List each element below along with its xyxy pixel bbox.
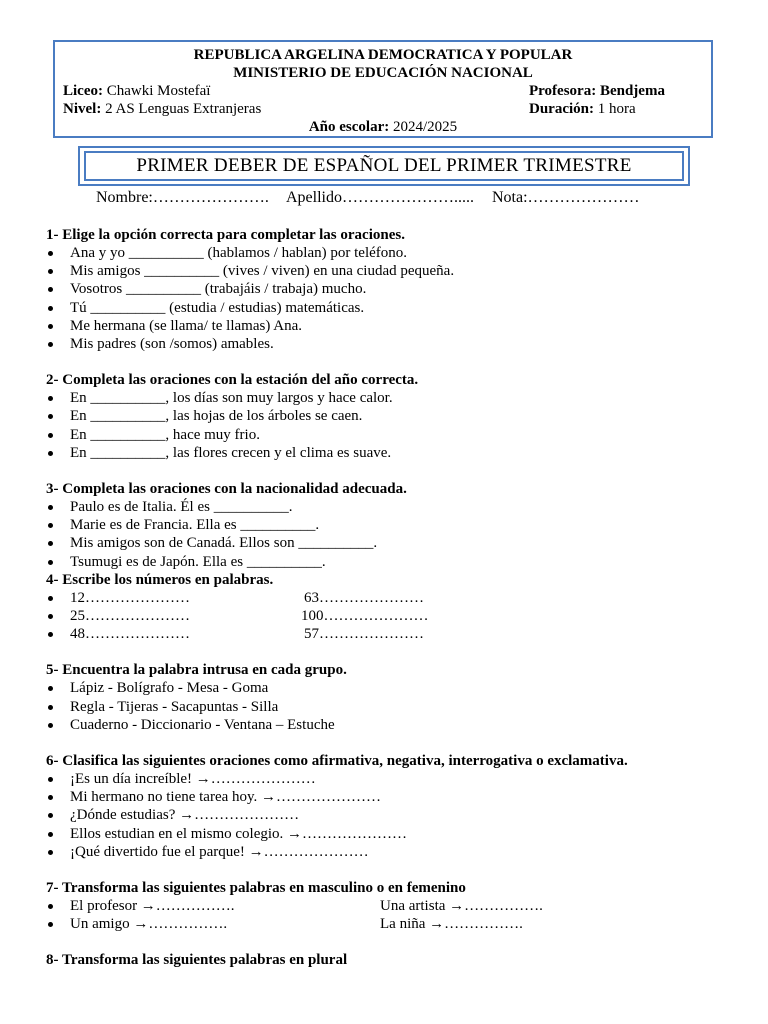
section-4 bbox=[46, 571, 746, 644]
header-duracion: Duración: 1 hora bbox=[529, 101, 636, 117]
list-item: El profesor →……………. Una artista →……………. bbox=[46, 897, 746, 915]
list-item: Paulo es de Italia. Él es __________. bbox=[46, 498, 746, 516]
list-item: 12………………… 63………………… bbox=[46, 589, 746, 607]
list-item: Ellos estudian en el mismo colegio. →………………… bbox=[46, 825, 746, 843]
title-frame bbox=[78, 146, 690, 186]
header-republic: REPUBLICA ARGELINA DEMOCRATICA Y POPULAR bbox=[193, 47, 573, 63]
list-item: ¡Qué divertido fue el parque! →………………… bbox=[46, 843, 746, 861]
list-item: Cuaderno - Diccionario - Ventana – Estuche bbox=[46, 716, 746, 734]
list-item: Lápiz - Bolígrafo - Mesa - Goma bbox=[46, 679, 746, 697]
list-item: Vosotros __________ (trabajáis / trabaja) mucho. bbox=[46, 280, 746, 298]
list-item: Mis amigos __________ (vives / viven) en una ciudad pequeña. bbox=[46, 262, 746, 280]
list-item: ¿Dónde estudias? →………………… bbox=[46, 806, 746, 824]
header-nivel: Nivel: 2 AS Lenguas Extranjeras bbox=[63, 101, 262, 117]
list-item: Tú __________ (estudia / estudias) matemáticas. bbox=[46, 299, 746, 317]
section-title: 4- Escribe los números en palabras. bbox=[46, 571, 274, 588]
section-3 bbox=[46, 480, 746, 571]
student-info bbox=[96, 189, 654, 207]
apellido-field[interactable]: Apellido…………………..... bbox=[286, 189, 474, 206]
list-item: 25………………… 100………………… bbox=[46, 607, 746, 625]
list-item: Un amigo →……………. La niña →……………. bbox=[46, 915, 746, 933]
header-box bbox=[53, 40, 713, 138]
list-item: ¡Es un día increíble! →………………… bbox=[46, 770, 746, 788]
section-5 bbox=[46, 661, 746, 734]
list-item: Regla - Tijeras - Sacapuntas - Silla bbox=[46, 698, 746, 716]
section-title: 3- Completa las oraciones con la nacionalidad adecuada. bbox=[46, 481, 407, 498]
header-profesora: Profesora: Bendjema bbox=[529, 83, 665, 99]
section-title: 7- Transforma las siguientes palabras en masculino o en femenino bbox=[46, 880, 466, 897]
section-title: 1- Elige la opción correcta para completar las oraciones. bbox=[46, 227, 405, 243]
section-8 bbox=[46, 951, 746, 969]
section-7 bbox=[46, 879, 746, 933]
header-liceo: Liceo: Chawki Mostefaï bbox=[63, 83, 211, 99]
section-title: 6- Clasifica las siguientes oraciones como afirmativa, negativa, interrogativa o exclamativa. bbox=[46, 753, 628, 770]
list-item: Mis amigos son de Canadá. Ellos son __________. bbox=[46, 534, 746, 552]
section-title: 5- Encuentra la palabra intrusa en cada grupo. bbox=[46, 662, 347, 679]
list-item: Me hermana (se llama/ te llamas) Ana. bbox=[46, 317, 746, 335]
list-item: Tsumugi es de Japón. Ella es __________. bbox=[46, 553, 746, 571]
nombre-field[interactable]: Nombre:…………………. bbox=[96, 189, 269, 206]
list-item: Ana y yo __________ (hablamos / hablan) por teléfono. bbox=[46, 244, 746, 262]
list-item: 48………………… 57………………… bbox=[46, 625, 746, 643]
list-item: Mi hermano no tiene tarea hoy. →………………… bbox=[46, 788, 746, 806]
list-item: En __________, las flores crecen y el clima es suave. bbox=[46, 444, 746, 462]
list-item: En __________, las hojas de los árboles se caen. bbox=[46, 407, 746, 425]
header-ministry: MINISTERIO DE EDUCACIÓN NACIONAL bbox=[233, 65, 533, 81]
section-6 bbox=[46, 752, 746, 861]
section-2 bbox=[46, 371, 746, 462]
list-item: Mis padres (son /somos) amables. bbox=[46, 335, 746, 353]
page-title: PRIMER DEBER DE ESPAÑOL DEL PRIMER TRIMESTRE bbox=[84, 151, 684, 181]
list-item: En __________, hace muy frio. bbox=[46, 426, 746, 444]
exercises bbox=[46, 226, 746, 969]
section-1 bbox=[46, 226, 746, 353]
section-title: 8- Transforma las siguientes palabras en plural bbox=[46, 952, 348, 969]
list-item: Marie es de Francia. Ella es __________. bbox=[46, 516, 746, 534]
nota-field[interactable]: Nota:………………… bbox=[492, 189, 640, 206]
header-anio: Año escolar: 2024/2025 bbox=[308, 119, 458, 135]
section-title: 2- Completa las oraciones con la estación del año correcta. bbox=[46, 372, 419, 389]
list-item: En __________, los días son muy largos y hace calor. bbox=[46, 389, 746, 407]
